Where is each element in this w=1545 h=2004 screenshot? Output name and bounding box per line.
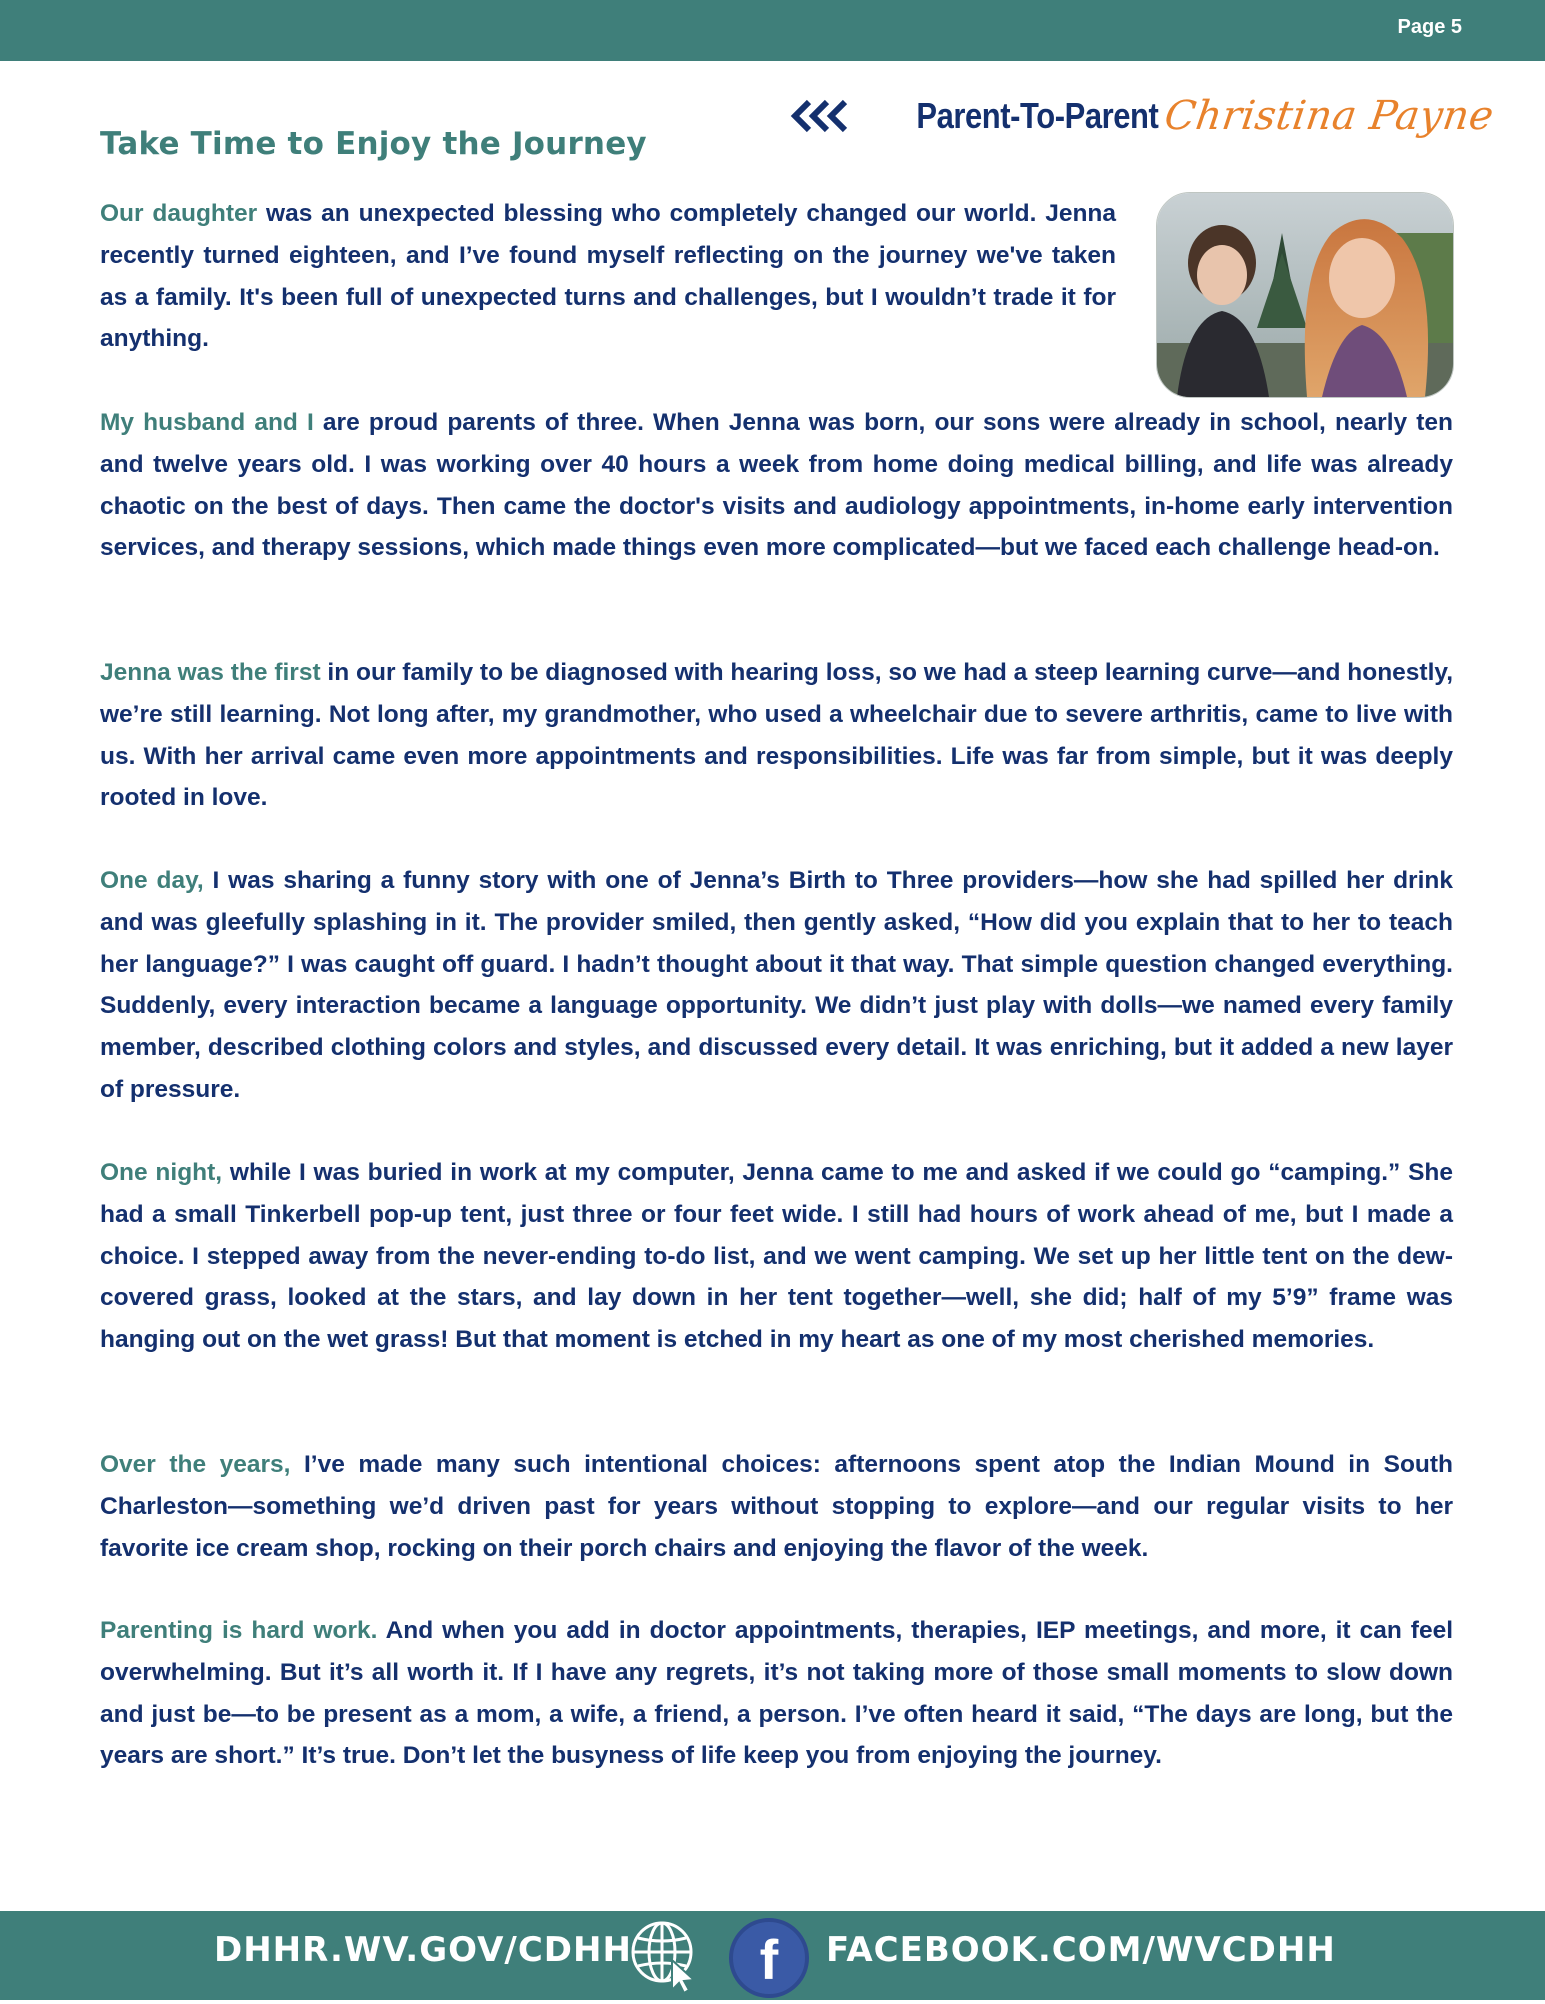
paragraph-lead: My husband and I	[100, 409, 314, 436]
author-signature: Christina Payne	[1161, 93, 1497, 139]
paragraph-text: in our family to be diagnosed with hearing loss, so we had a steep learning curve—and honestly, we’re still learning. Not long after, my grandmother, who used a wheelchair due to severe arthritis, came to live with us. With her arrival came even more appointments and responsibilities. Life was far from simple, but it was deeply rooted in love.	[100, 659, 1453, 812]
article-paragraph	[100, 860, 1453, 1111]
facebook-link[interactable]: FACEBOOK.COM/WVCDHH	[826, 1930, 1336, 1970]
article-paragraph	[100, 1444, 1453, 1569]
page-number: Page 5	[1397, 16, 1462, 38]
paragraph-text: I was sharing a funny story with one of Jenna’s Birth to Three providers—how she had spilled her drink and was gleefully splashing in it. The provider smiled, then gently asked, “How did you explain that to her to teach her language?” I was caught off guard. I hadn’t thought about it that way. That simple question changed everything. Suddenly, every interaction became a language opportunity. We didn’t just play with dolls—we named every family member, described clothing colors and styles, and discussed every detail. It was enriching, but it added a new layer of pressure.	[100, 867, 1453, 1103]
paragraph-text: was an unexpected blessing who completely changed our world. Jenna recently turned eighteen, and I’ve found myself reflecting on the journey we've taken as a family. It's been full of unexpected turns and challenges, but I wouldn’t trade it for anything.	[100, 200, 1117, 353]
paragraph-lead: Jenna was the first	[100, 659, 321, 686]
article-paragraph	[100, 652, 1453, 819]
paragraph-text: are proud parents of three. When Jenna was born, our sons were already in school, nearly ten and twelve years old. I was working over 40 hours a week from home doing medical billing, and life was already chaotic on the best of days. Then came the doctor's visits and audiology appointments, in-home early intervention services, and therapy sessions, which made things even more complicated—but we faced each challenge head-on.	[100, 409, 1453, 562]
paragraph-text: I’ve made many such intentional choices: afternoons spent atop the Indian Mound in South Charleston—something we’d driven past for years without stopping to explore—and our regular visits to her favorite ice cream shop, rocking on their porch chairs and enjoying the flavor of the week.	[100, 1451, 1453, 1562]
article-title: Take Time to Enjoy the Journey	[100, 126, 647, 162]
article-paragraph	[100, 402, 1453, 569]
facebook-icon[interactable]	[728, 1917, 810, 1999]
series-title: Parent-To-Parent	[916, 95, 1159, 136]
top-bar	[0, 0, 1545, 61]
paragraph-lead: Over the years,	[100, 1451, 291, 1478]
article-paragraph	[100, 1610, 1453, 1777]
globe-cursor-icon[interactable]	[628, 1918, 704, 1994]
paragraph-text: And when you add in doctor appointments, therapies, IEP meetings, and more, it can feel overwhelming. But it’s all worth it. If I have any regrets, it’s not taking more of those small moments to slow down and just be—to be present as a mom, a wife, a friend, a person. I’ve often heard it said, “The days are long, but the years are short.” It’s true. Don’t let the busyness of life keep you from enjoying the journey.	[100, 1617, 1453, 1770]
article-paragraph	[100, 193, 1116, 360]
triple-chevron-left-icon	[789, 99, 851, 133]
paragraph-lead: One day,	[100, 867, 204, 894]
paragraph-lead: Parenting is hard work.	[100, 1617, 378, 1644]
paragraph-lead: Our daughter	[100, 200, 258, 227]
article-paragraph	[100, 1152, 1453, 1361]
series-header	[789, 88, 1497, 144]
facebook-glyph: f	[759, 1928, 779, 1991]
author-photo	[1156, 192, 1454, 398]
paragraph-lead: One night,	[100, 1159, 223, 1186]
paragraph-text: while I was buried in work at my computer, Jenna came to me and asked if we could go “camping.” She had a small Tinkerbell pop-up tent, just three or four feet wide. I still had hours of work ahead of me, but I made a choice. I stepped away from the never-ending to-do list, and we went camping. We set up her little tent on the dew-covered grass, looked at the stars, and lay down in her tent together—well, she did; half of my 5’9” frame was hanging out on the wet grass! But that moment is etched in my heart as one of my most cherished memories.	[100, 1159, 1453, 1354]
website-link[interactable]: DHHR.WV.GOV/CDHH	[214, 1930, 632, 1970]
